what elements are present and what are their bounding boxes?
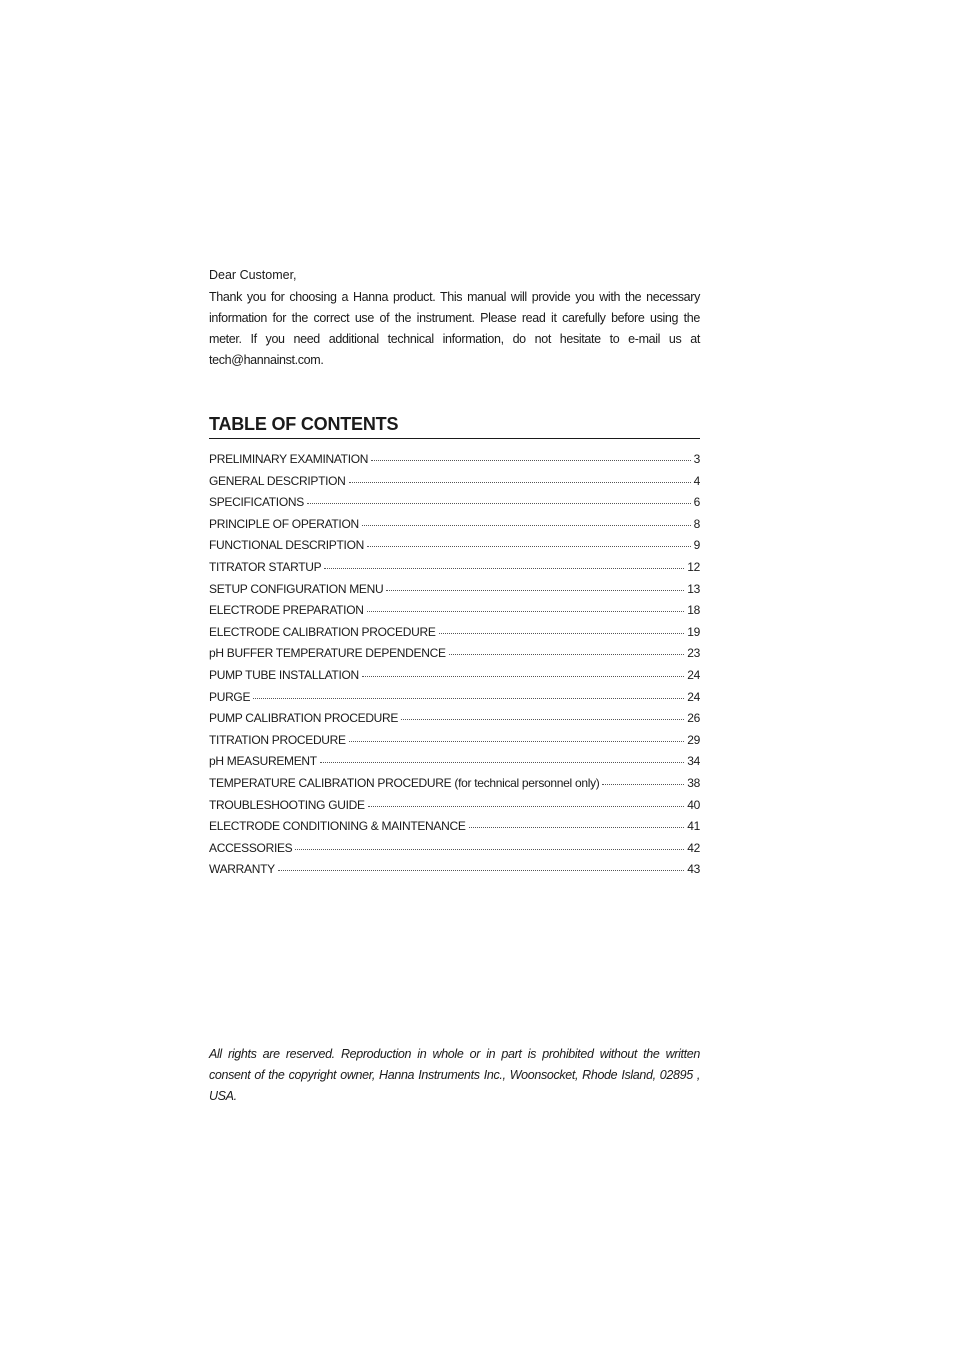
toc-entry-label: TROUBLESHOOTING GUIDE	[209, 797, 365, 812]
toc-entry-page: 3	[693, 452, 700, 466]
toc-entry-label: TEMPERATURE CALIBRATION PROCEDURE (for technical personnel only)	[209, 775, 600, 790]
toc-leader-dots	[386, 590, 684, 591]
toc-entry-label: PURGE	[209, 689, 251, 704]
toc-entry-label: ACCESSORIES	[209, 840, 293, 855]
toc-leader-dots	[602, 784, 684, 785]
toc-entry-label: TITRATOR STARTUP	[209, 559, 322, 574]
toc-entry	[209, 841, 700, 863]
toc-entry-label: pH BUFFER TEMPERATURE DEPENDENCE	[209, 646, 446, 661]
toc-entry	[209, 798, 700, 820]
toc-leader-dots	[349, 482, 691, 483]
toc-entry	[209, 819, 700, 841]
toc-leader-dots	[367, 611, 685, 612]
copyright-notice: All rights are reserved. Reproduction in whole or in part is prohibited without the written consent of the copyright owner, Hanna Instruments Inc., Woonsocket, Rhode Island, 02895 , USA.	[209, 1047, 700, 1103]
toc-entry-label: ELECTRODE PREPARATION	[209, 603, 364, 618]
toc-entry-label: PRELIMINARY EXAMINATION	[209, 452, 369, 466]
toc-leader-dots	[253, 698, 684, 699]
toc-entry	[209, 495, 700, 517]
toc-leader-dots	[449, 654, 685, 655]
toc-entry-page: 24	[687, 667, 700, 682]
toc-entry	[209, 776, 700, 798]
toc-entry	[209, 862, 700, 884]
toc-entry-label: WARRANTY	[209, 862, 275, 877]
toc-entry-label: FUNCTIONAL DESCRIPTION	[209, 538, 364, 553]
toc-entry-label: GENERAL DESCRIPTION	[209, 473, 346, 488]
toc-entry-label: ELECTRODE CALIBRATION PROCEDURE	[209, 624, 436, 639]
toc-entry	[209, 603, 700, 625]
toc-entry-page: 41	[687, 819, 700, 834]
toc-entry-page: 26	[687, 711, 700, 726]
toc-leader-dots	[439, 633, 685, 634]
toc-entry-label: SETUP CONFIGURATION MENU	[209, 581, 384, 596]
toc-entry	[209, 668, 700, 690]
toc-entry-page: 24	[687, 689, 700, 704]
toc-entry	[209, 452, 700, 474]
toc-entry-label: pH MEASUREMENT	[209, 754, 317, 769]
toc-leader-dots	[324, 568, 684, 569]
greeting: Dear Customer,	[209, 268, 297, 282]
toc-entry-page: 9	[693, 538, 700, 553]
toc-entry-page: 43	[687, 862, 700, 877]
toc-leader-dots	[307, 503, 691, 504]
toc-entry	[209, 733, 700, 755]
toc-entry-page: 42	[687, 840, 700, 855]
toc-entry-page: 18	[687, 603, 700, 618]
toc-entry	[209, 560, 700, 582]
toc-entry-label: SPECIFICATIONS	[209, 495, 304, 510]
toc-leader-dots	[349, 741, 685, 742]
toc-leader-dots	[469, 827, 685, 828]
toc-entry-page: 23	[687, 646, 700, 661]
toc-entry	[209, 646, 700, 668]
toc-leader-dots	[371, 460, 690, 461]
toc-entry-page: 13	[687, 581, 700, 596]
toc-entry-page: 4	[693, 473, 700, 488]
toc-entry	[209, 711, 700, 733]
toc-leader-dots	[367, 546, 691, 547]
toc-entry-label: TITRATION PROCEDURE	[209, 732, 346, 747]
toc-entry-label: PRINCIPLE OF OPERATION	[209, 516, 359, 531]
toc-entry-page: 29	[687, 732, 700, 747]
toc-entry-label: ELECTRODE CONDITIONING & MAINTENANCE	[209, 819, 466, 834]
toc-entry-page: 19	[687, 624, 700, 639]
toc-entry-page: 38	[687, 775, 700, 790]
toc-leader-dots	[368, 806, 685, 807]
toc-entry-page: 40	[687, 797, 700, 812]
toc-entry	[209, 474, 700, 496]
toc-entry-page: 6	[693, 495, 700, 510]
toc-leader-dots	[362, 676, 684, 677]
toc-entry	[209, 538, 700, 560]
toc-entry-page: 34	[687, 754, 700, 769]
toc-entry-label: PUMP CALIBRATION PROCEDURE	[209, 711, 399, 726]
table-of-contents	[209, 452, 700, 884]
toc-entry	[209, 754, 700, 776]
toc-title: TABLE OF CONTENTS	[209, 414, 399, 434]
toc-entry	[209, 625, 700, 647]
toc-leader-dots	[320, 762, 684, 763]
toc-entry	[209, 690, 700, 712]
toc-entry-page: 8	[693, 516, 700, 531]
toc-leader-dots	[362, 525, 691, 526]
toc-leader-dots	[278, 870, 684, 871]
toc-entry-label: PUMP TUBE INSTALLATION	[209, 667, 359, 682]
toc-title-rule	[209, 438, 700, 439]
intro-paragraph: Thank you for choosing a Hanna product. This manual will provide you with the necessary information for the correct use of the instrument. Please read it carefully before using the meter. If you need additional technical information, do not hesitate to e-mail us at tech@hannainst.com.	[209, 290, 700, 367]
toc-entry	[209, 517, 700, 539]
toc-entry-page: 12	[687, 559, 700, 574]
toc-leader-dots	[295, 849, 684, 850]
toc-leader-dots	[401, 719, 684, 720]
toc-entry	[209, 582, 700, 604]
